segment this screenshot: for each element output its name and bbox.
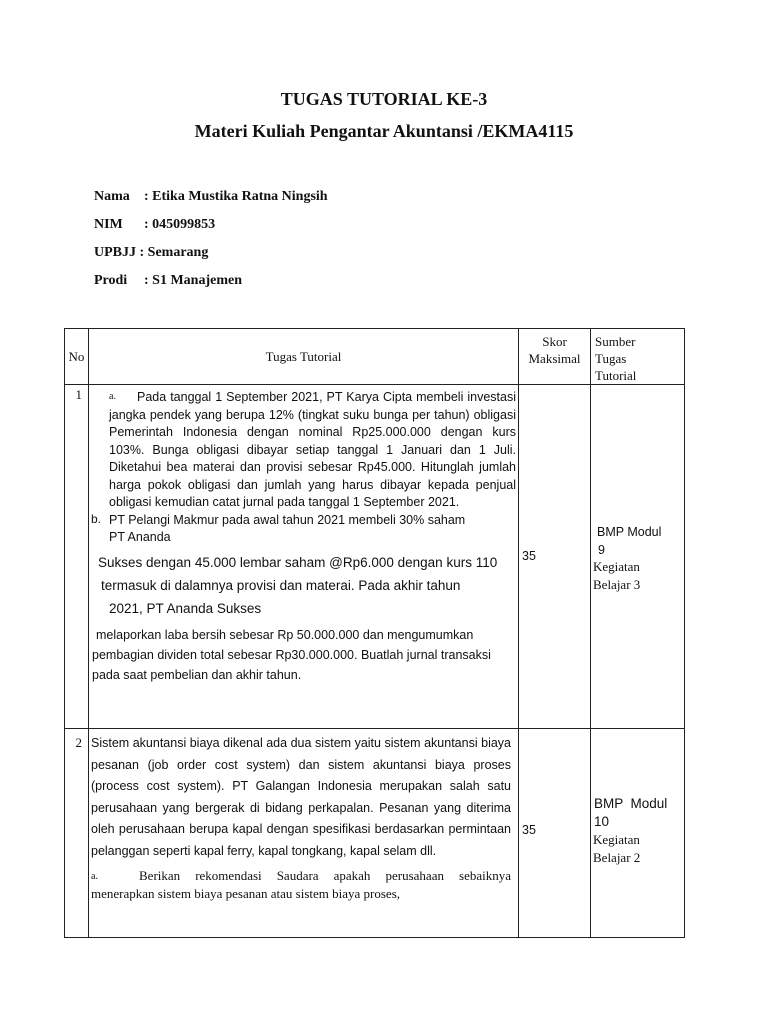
item-text: 2021, PT Ananda Sukses [109,600,262,616]
sumber-line: BMP Modul [597,525,662,539]
skor-value: 35 [522,823,536,837]
info-nama [94,189,328,205]
tugas-table [64,328,685,938]
item-text: Sukses dengan 45.000 lembar saham @Rp6.000 dengan kurs 110 [98,554,498,570]
info-value: : 045099853 [144,217,216,232]
table-row [65,729,685,938]
item-text: Sistem akuntansi biaya dikenal ada dua sistem yaitu sistem akuntansi biaya pesanan (job order cost system) dan sistem akuntansi biaya proses (process cost system). PT Galangan Indonesia merupakan salah satu perusahaan yang bergerak di bidang perkapalan. Pesanan yang diterima oleh perusahaan berupa kapal dengan spesifikasi berdasarkan permintaan pelanggan seperti kapal ferry, kapal tongkang, kapal selam dll. [91,736,511,858]
item-marker: a. [91,871,98,882]
info-value: : Semarang [139,245,209,260]
row-number: 1 [65,385,89,729]
info-prodi [94,273,242,289]
header-skor-line: Skor [542,334,567,349]
header-tugas: Tugas Tutorial [89,329,519,385]
header-no: No [65,329,89,385]
info-label: UPBJJ [94,245,136,260]
list-item [89,862,518,902]
sumber-line: 9 [598,543,605,557]
header-sumber-line: Sumber [595,334,636,349]
row-number: 2 [65,729,89,938]
sumber-text [597,523,661,559]
sumber-line: BMP Modul [594,796,668,811]
info-label: NIM [94,217,123,232]
row-sumber [591,729,685,938]
header-sumber-line: Tugas [595,351,627,366]
row-sumber [591,385,685,729]
info-value: : S1 Manajemen [144,273,242,288]
info-upbjj [94,245,208,261]
item-text: termasuk di dalamnya provisi dan materai. Pada akhir tahun [101,577,461,593]
info-label: Prodi [94,273,128,288]
item-marker: a. [109,391,116,402]
info-nim [94,217,215,233]
sumber-line: Belajar 2 [593,850,641,865]
table-row [65,385,685,729]
item-text: melaporkan laba bersih sebesar Rp 50.000.000 dan mengumumkan pembagian dividen total sebesar Rp30.000.000. Buatlah jurnal transaksi pada saat pembelian dan akhir tahun. [92,627,491,682]
item-text: Pada tanggal 1 September 2021, PT Karya Cipta membeli investasi jangka pendek yang berupa 12% (tingkat suku bunga per tahun) obligasi Pemerintah Indonesia dengan nominal Rp25.000.000 dengan kurs 103%. Bunga obligasi dibayar setiap tanggal 1 Januari dan 1 Juli. Diketahui bea materai dan provisi sebesar Rp45.000. Hitunglah jumlah harga pokok obligasi dan jumlah yang harus dibayar kepada penjual obligasi kemudian catat jurnal pada tanggal 1 September 2021. [109,390,516,509]
document-title: TUGAS TUTORIAL KE-3 [280,89,488,109]
sumber-line: Kegiatan [593,559,640,574]
header-skor-line: Maksimal [528,351,581,366]
row-skor [519,729,591,938]
info-value: : Etika Mustika Ratna Ningsih [144,189,328,204]
sumber-text [593,558,640,594]
table-header-row [65,329,685,385]
sumber-line: 10 [594,814,610,829]
sumber-text [594,795,682,831]
item-marker: b. [91,511,102,526]
list-item [89,385,518,512]
document-subtitle: Materi Kuliah Pengantar Akuntansi /EKMA4115 [194,121,574,141]
row-task [89,385,519,729]
header-skor [519,329,591,385]
skor-value: 35 [522,549,536,563]
sumber-line: Kegiatan [593,832,640,847]
list-item [89,512,518,547]
item-text: PT Pelangi Makmur pada awal tahun 2021 membeli 30% saham PT Ananda [109,512,466,544]
row-task [89,729,519,938]
sumber-line: Belajar 3 [593,577,641,592]
item-text: Berikan rekomendasi Saudara apakah perusahaan sebaiknya menerapkan sistem biaya pesanan atau sistem biaya proses, [91,868,511,901]
header-sumber [591,329,685,385]
info-label: Nama [94,189,130,204]
header-sumber-line: Tutorial [595,368,637,383]
sumber-text [593,831,640,867]
row-skor [519,385,591,729]
